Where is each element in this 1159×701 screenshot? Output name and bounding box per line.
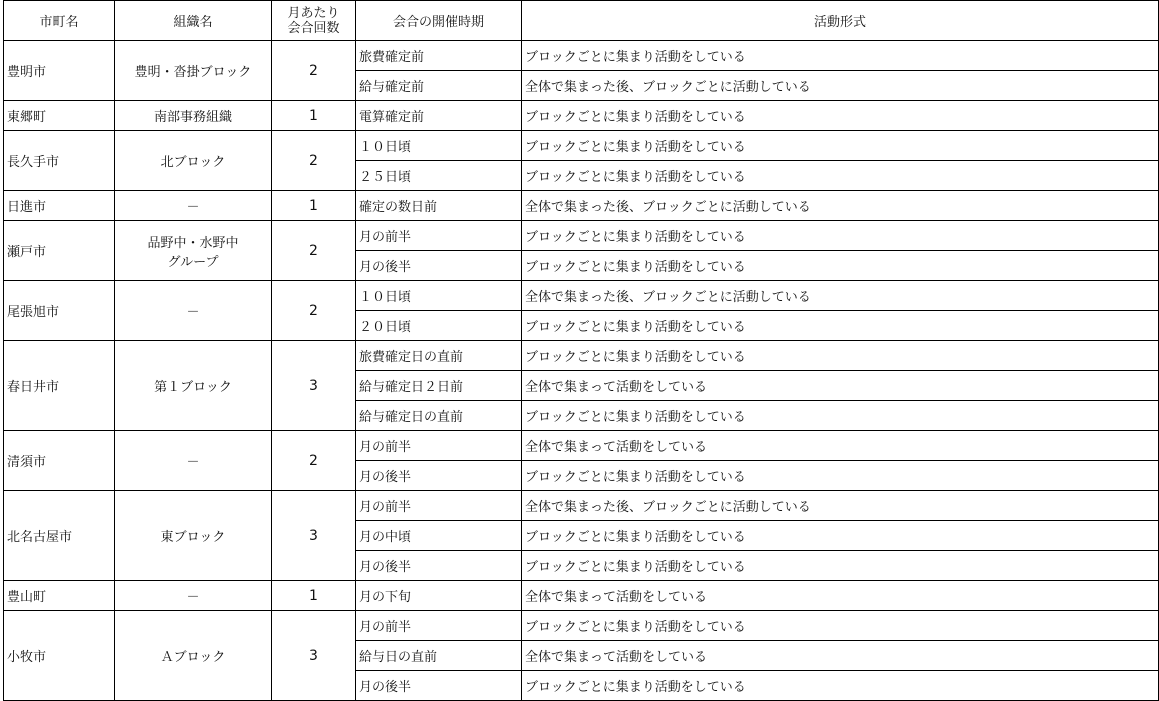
header-count <box>272 1 356 41</box>
org-cell <box>115 581 272 611</box>
org-cell <box>115 341 272 431</box>
city-cell: 日進市 <box>4 191 115 221</box>
form-cell: 全体で集まった後、ブロックごとに活動している <box>522 191 1159 221</box>
count-cell: 1 <box>272 101 356 131</box>
timing-cell: 月の後半 <box>356 671 522 701</box>
city-cell: 小牧市 <box>4 611 115 701</box>
timing-cell: ２５日頃 <box>356 161 522 191</box>
table-body <box>4 41 1159 701</box>
city-cell: 瀬戸市 <box>4 221 115 281</box>
form-cell: ブロックごとに集まり活動をしている <box>522 131 1159 161</box>
form-cell: 全体で集まった後、ブロックごとに活動している <box>522 71 1159 101</box>
timing-cell: 給与確定前 <box>356 71 522 101</box>
org-line: － <box>186 200 200 215</box>
header-timing: 会合の開催時期 <box>356 1 522 41</box>
city-cell: 尾張旭市 <box>4 281 115 341</box>
city-cell: 長久手市 <box>4 131 115 191</box>
timing-cell: 月の下旬 <box>356 581 522 611</box>
org-cell <box>115 101 272 131</box>
form-cell: 全体で集まって活動をしている <box>522 371 1159 401</box>
timing-cell: 旅費確定日の直前 <box>356 341 522 371</box>
count-cell: 2 <box>272 41 356 101</box>
table-row <box>4 491 1159 521</box>
org-line: 東ブロック <box>160 530 226 545</box>
timing-cell: 給与確定日の直前 <box>356 401 522 431</box>
city-cell: 豊山町 <box>4 581 115 611</box>
count-cell: 1 <box>272 191 356 221</box>
count-cell: 2 <box>272 131 356 191</box>
timing-cell: 月の前半 <box>356 491 522 521</box>
header-org: 組織名 <box>115 1 272 41</box>
form-cell: 全体で集まって活動をしている <box>522 641 1159 671</box>
city-cell: 豊明市 <box>4 41 115 101</box>
form-cell: ブロックごとに集まり活動をしている <box>522 521 1159 551</box>
header-row <box>4 1 1159 41</box>
timing-cell: 給与日の直前 <box>356 641 522 671</box>
org-line: 北ブロック <box>160 155 226 170</box>
city-cell: 北名古屋市 <box>4 491 115 581</box>
count-cell: 2 <box>272 281 356 341</box>
meeting-table <box>3 0 1159 701</box>
header-city: 市町名 <box>4 1 115 41</box>
timing-cell: 電算確定前 <box>356 101 522 131</box>
count-cell: 2 <box>272 431 356 491</box>
table-row <box>4 611 1159 641</box>
form-cell: ブロックごとに集まり活動をしている <box>522 41 1159 71</box>
form-cell: ブロックごとに集まり活動をしている <box>522 251 1159 281</box>
form-cell: ブロックごとに集まり活動をしている <box>522 101 1159 131</box>
org-cell <box>115 491 272 581</box>
timing-cell: 月の後半 <box>356 551 522 581</box>
form-cell: ブロックごとに集まり活動をしている <box>522 311 1159 341</box>
city-cell: 春日井市 <box>4 341 115 431</box>
form-cell: ブロックごとに集まり活動をしている <box>522 611 1159 641</box>
timing-cell: 月の後半 <box>356 251 522 281</box>
timing-cell: 旅費確定前 <box>356 41 522 71</box>
table-row <box>4 191 1159 221</box>
timing-cell: １０日頃 <box>356 281 522 311</box>
table-row <box>4 341 1159 371</box>
form-cell: ブロックごとに集まり活動をしている <box>522 551 1159 581</box>
table-row <box>4 581 1159 611</box>
timing-cell: 確定の数日前 <box>356 191 522 221</box>
form-cell: ブロックごとに集まり活動をしている <box>522 161 1159 191</box>
count-cell: 3 <box>272 491 356 581</box>
org-line: 第１ブロック <box>154 380 232 395</box>
org-cell <box>115 41 272 101</box>
header-count-line2: 会合回数 <box>287 20 340 36</box>
org-cell <box>115 281 272 341</box>
count-cell: 2 <box>272 221 356 281</box>
timing-cell: １０日頃 <box>356 131 522 161</box>
org-cell <box>115 221 272 281</box>
header-form: 活動形式 <box>522 1 1159 41</box>
table-row <box>4 281 1159 311</box>
org-line: Ａブロック <box>160 650 226 665</box>
form-cell: 全体で集まって活動をしている <box>522 581 1159 611</box>
timing-cell: 給与確定日２日前 <box>356 371 522 401</box>
form-cell: ブロックごとに集まり活動をしている <box>522 461 1159 491</box>
form-cell: 全体で集まって活動をしている <box>522 431 1159 461</box>
timing-cell: ２０日頃 <box>356 311 522 341</box>
org-line: 品野中・水野中 <box>147 235 239 251</box>
form-cell: ブロックごとに集まり活動をしている <box>522 671 1159 701</box>
count-cell: 3 <box>272 611 356 701</box>
org-line: － <box>186 455 200 470</box>
city-cell: 清須市 <box>4 431 115 491</box>
table-row <box>4 101 1159 131</box>
table-row <box>4 41 1159 71</box>
org-cell <box>115 611 272 701</box>
org-cell <box>115 431 272 491</box>
org-line: グループ <box>167 254 219 270</box>
org-line: － <box>186 305 200 320</box>
org-line: 南部事務組織 <box>153 110 232 125</box>
timing-cell: 月の前半 <box>356 611 522 641</box>
header-count-line1: 月あたり <box>287 5 340 21</box>
table-row <box>4 131 1159 161</box>
table-row <box>4 221 1159 251</box>
count-cell: 3 <box>272 341 356 431</box>
timing-cell: 月の前半 <box>356 221 522 251</box>
org-cell <box>115 191 272 221</box>
form-cell: ブロックごとに集まり活動をしている <box>522 401 1159 431</box>
org-line: － <box>186 590 200 605</box>
org-cell <box>115 131 272 191</box>
timing-cell: 月の中頃 <box>356 521 522 551</box>
timing-cell: 月の後半 <box>356 461 522 491</box>
city-cell: 東郷町 <box>4 101 115 131</box>
form-cell: 全体で集まった後、ブロックごとに活動している <box>522 281 1159 311</box>
org-line: 豊明・沓掛ブロック <box>134 65 252 80</box>
form-cell: 全体で集まった後、ブロックごとに活動している <box>522 491 1159 521</box>
count-cell: 1 <box>272 581 356 611</box>
form-cell: ブロックごとに集まり活動をしている <box>522 341 1159 371</box>
table-row <box>4 431 1159 461</box>
form-cell: ブロックごとに集まり活動をしている <box>522 221 1159 251</box>
timing-cell: 月の前半 <box>356 431 522 461</box>
